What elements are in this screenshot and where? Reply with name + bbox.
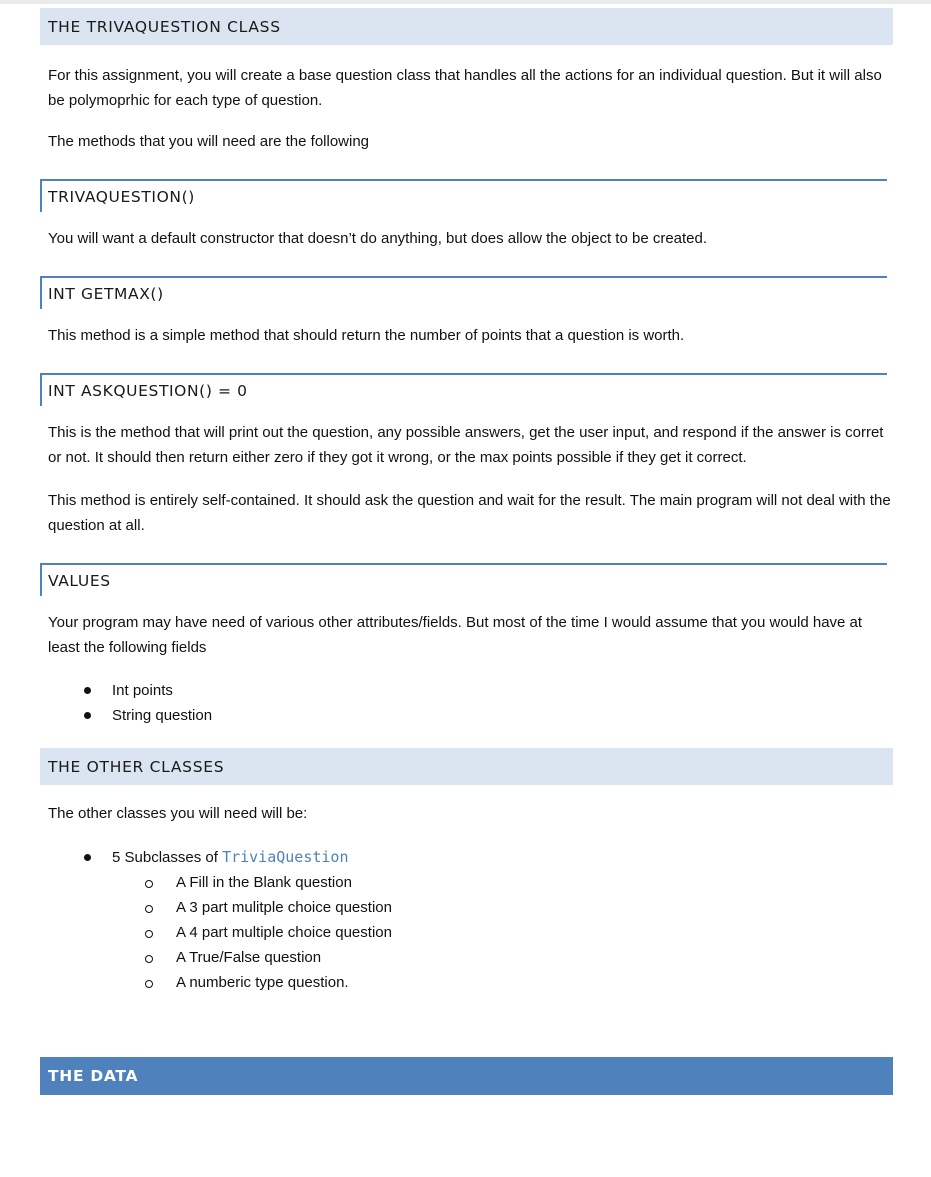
list-item: Int points [40, 678, 893, 703]
heading-text: INT ASKQUESTION() = 0 [48, 381, 248, 400]
heading-other-classes [40, 748, 893, 785]
askquestion-paragraph-1: This is the method that will print out the question, any possible answers, get the user input, and respond if the answer is corret or not. It should then return either zero if they got it wrong, or the max points possible if they get it correct. [48, 424, 884, 466]
class-name-code: TriviaQuestion [222, 848, 349, 866]
intro-paragraph: For this assignment, you will create a base question class that handles all the actions for an individual question. But it will also be polymoprhic for each type of question. [48, 67, 882, 109]
list-item: A 4 part multiple choice question [40, 920, 893, 945]
heading-getmax [40, 276, 887, 309]
circle-bullet-icon [145, 880, 153, 888]
bullet-icon [84, 854, 91, 861]
list-item: String question [40, 703, 893, 728]
heading-text: THE TRIVAQUESTION CLASS [48, 17, 281, 36]
fields-list [40, 678, 893, 728]
heading-trivaquestion-class [40, 8, 893, 45]
subclasses-list [40, 845, 893, 995]
askquestion-paragraph-2: This method is entirely self-contained. It should ask the question and wait for the result. The main program will not deal with the question at all. [48, 492, 891, 534]
subclass-sublist [112, 870, 893, 995]
heading-values [40, 563, 887, 596]
circle-bullet-icon [145, 980, 153, 988]
circle-bullet-icon [145, 930, 153, 938]
getmax-paragraph: This method is a simple method that should return the number of points that a question is worth. [48, 327, 685, 344]
heading-text: THE DATA [48, 1067, 139, 1085]
heading-text: TRIVAQUESTION() [48, 187, 195, 206]
list-item: A Fill in the Blank question [40, 870, 893, 895]
heading-constructor [40, 179, 887, 212]
heading-text: THE OTHER CLASSES [48, 757, 225, 776]
list-item: A 3 part mulitple choice question [40, 895, 893, 920]
circle-bullet-icon [145, 905, 153, 913]
heading-text: INT GETMAX() [48, 284, 164, 303]
top-border [0, 0, 931, 4]
constructor-paragraph: You will want a default constructor that doesn’t do anything, but does allow the object to be created. [48, 230, 708, 247]
methods-intro: The methods that you will need are the following [48, 133, 370, 150]
other-classes-paragraph: The other classes you will need will be: [48, 805, 308, 822]
circle-bullet-icon [145, 955, 153, 963]
heading-text: VALUES [48, 571, 111, 590]
list-item: 5 Subclasses of TriviaQuestion A Fill in the Blank question A 3 part mulitple choice question A 4 part multiple choice question A True/False question A numberic type question. [40, 845, 893, 995]
document-page [40, 8, 893, 1095]
heading-askquestion [40, 373, 887, 406]
list-item: A True/False question [40, 945, 893, 970]
list-item: A numberic type question. [40, 970, 893, 995]
values-paragraph: Your program may have need of various other attributes/fields. But most of the time I would assume that you would have at least the following fields [48, 614, 863, 656]
bullet-icon [84, 712, 91, 719]
heading-the-data [40, 1057, 893, 1095]
bullet-icon [84, 687, 91, 694]
